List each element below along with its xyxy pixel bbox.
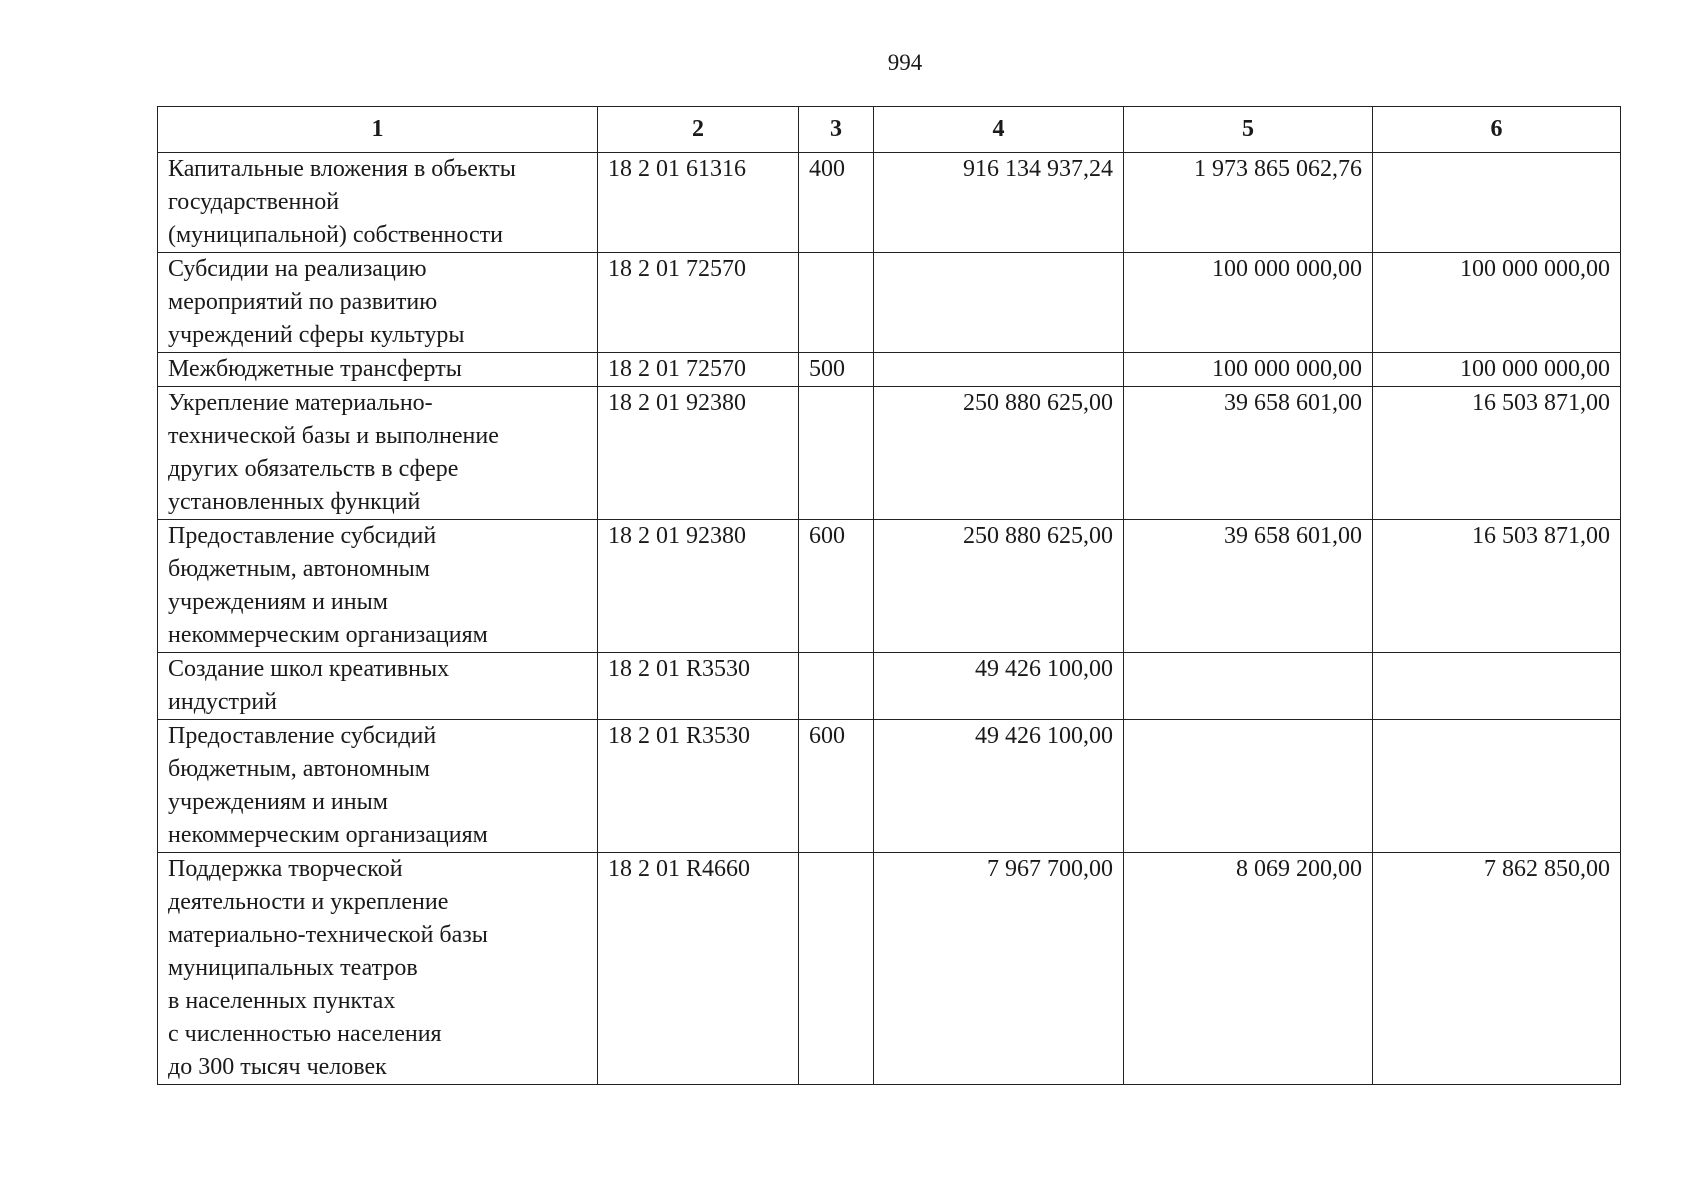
row-name-line: учреждениям и иным [168, 789, 388, 815]
row-name-line: муниципальных театров [168, 955, 418, 981]
row-col4-cell: 49 426 100,00 [874, 720, 1124, 853]
row-code-cell: 18 2 01 R3530 [598, 720, 799, 853]
row-col4-cell: 49 426 100,00 [874, 653, 1124, 720]
row-col5-cell: 1 973 865 062,76 [1124, 153, 1373, 253]
row-name-line: Предоставление субсидий [168, 723, 437, 749]
row-col6-cell: 100 000 000,00 [1373, 253, 1621, 353]
table-header-row [158, 107, 1621, 153]
row-name-cell [158, 153, 598, 253]
row-kind-cell: 600 [799, 720, 874, 853]
row-name-cell [158, 653, 598, 720]
row-name-line: Поддержка творческой [168, 856, 403, 882]
row-col5-cell: 39 658 601,00 [1124, 387, 1373, 520]
table-row [158, 253, 1621, 353]
row-kind-cell [799, 387, 874, 520]
table-row [158, 653, 1621, 720]
row-code-cell: 18 2 01 R3530 [598, 653, 799, 720]
row-name-line: бюджетным, автономным [168, 556, 430, 582]
row-name-line: мероприятий по развитию [168, 289, 438, 315]
row-code-cell: 18 2 01 R4660 [598, 853, 799, 1085]
row-name-line: деятельности и укрепление [168, 889, 449, 915]
row-name-line: государственной [168, 189, 340, 215]
row-col6-cell [1373, 653, 1621, 720]
row-code-cell: 18 2 01 72570 [598, 353, 799, 387]
column-header-1: 1 [158, 107, 598, 153]
row-col4-cell: 250 880 625,00 [874, 520, 1124, 653]
row-kind-cell: 600 [799, 520, 874, 653]
row-col6-cell [1373, 153, 1621, 253]
row-name-line: индустрий [168, 689, 278, 715]
row-name-line: Укрепление материально- [168, 390, 433, 416]
row-name-line: других обязательств в сфере [168, 456, 459, 482]
row-name-cell [158, 387, 598, 520]
row-name-line: Создание школ креативных [168, 656, 450, 682]
row-col5-cell [1124, 653, 1373, 720]
column-header-5: 5 [1124, 107, 1373, 153]
row-col6-cell: 16 503 871,00 [1373, 387, 1621, 520]
table-row [158, 153, 1621, 253]
table-row [158, 853, 1621, 1085]
row-name-cell [158, 253, 598, 353]
row-kind-cell: 400 [799, 153, 874, 253]
row-col5-cell [1124, 720, 1373, 853]
row-name-line: учреждениям и иным [168, 589, 388, 615]
row-name-line: Субсидии на реализацию [168, 256, 427, 282]
row-col4-cell: 250 880 625,00 [874, 387, 1124, 520]
row-name-line: некоммерческим организациям [168, 622, 488, 648]
table-row [158, 353, 1621, 387]
column-header-6: 6 [1373, 107, 1621, 153]
table-row [158, 387, 1621, 520]
row-col5-cell: 8 069 200,00 [1124, 853, 1373, 1085]
row-col6-cell: 16 503 871,00 [1373, 520, 1621, 653]
row-col5-cell: 100 000 000,00 [1124, 353, 1373, 387]
row-code-cell: 18 2 01 61316 [598, 153, 799, 253]
table-row [158, 520, 1621, 653]
table-row [158, 720, 1621, 853]
row-name-line: технической базы и выполнение [168, 423, 499, 449]
row-name-line: до 300 тысяч человек [168, 1054, 387, 1080]
row-code-cell: 18 2 01 72570 [598, 253, 799, 353]
column-header-4: 4 [874, 107, 1124, 153]
row-col6-cell: 7 862 850,00 [1373, 853, 1621, 1085]
row-name-line: с численностью населения [168, 1021, 442, 1047]
row-col4-cell: 7 967 700,00 [874, 853, 1124, 1085]
row-kind-cell [799, 253, 874, 353]
row-col6-cell [1373, 720, 1621, 853]
row-kind-cell [799, 853, 874, 1085]
column-header-3: 3 [799, 107, 874, 153]
row-name-line: учреждений сферы культуры [168, 322, 465, 348]
row-col5-cell: 39 658 601,00 [1124, 520, 1373, 653]
row-name-line: материально-технической базы [168, 922, 488, 948]
page-number: 994 [887, 50, 923, 75]
row-name-cell [158, 353, 598, 387]
row-col5-cell: 100 000 000,00 [1124, 253, 1373, 353]
row-name-line: установленных функций [168, 489, 421, 515]
row-col4-cell [874, 353, 1124, 387]
row-code-cell: 18 2 01 92380 [598, 520, 799, 653]
row-col4-cell: 916 134 937,24 [874, 153, 1124, 253]
row-kind-cell: 500 [799, 353, 874, 387]
row-name-line: некоммерческим организациям [168, 822, 488, 848]
budget-table [157, 106, 1621, 1085]
row-name-cell [158, 720, 598, 853]
row-name-cell [158, 520, 598, 653]
row-col4-cell [874, 253, 1124, 353]
row-name-line: бюджетным, автономным [168, 756, 430, 782]
row-name-line: Предоставление субсидий [168, 523, 437, 549]
row-col6-cell: 100 000 000,00 [1373, 353, 1621, 387]
row-kind-cell [799, 653, 874, 720]
row-name-line: Межбюджетные трансферты [168, 356, 462, 382]
column-header-2: 2 [598, 107, 799, 153]
row-name-cell [158, 853, 598, 1085]
row-name-line: (муниципальной) собственности [168, 222, 503, 248]
row-name-line: Капитальные вложения в объекты [168, 156, 516, 182]
row-code-cell: 18 2 01 92380 [598, 387, 799, 520]
row-name-line: в населенных пунктах [168, 988, 396, 1014]
